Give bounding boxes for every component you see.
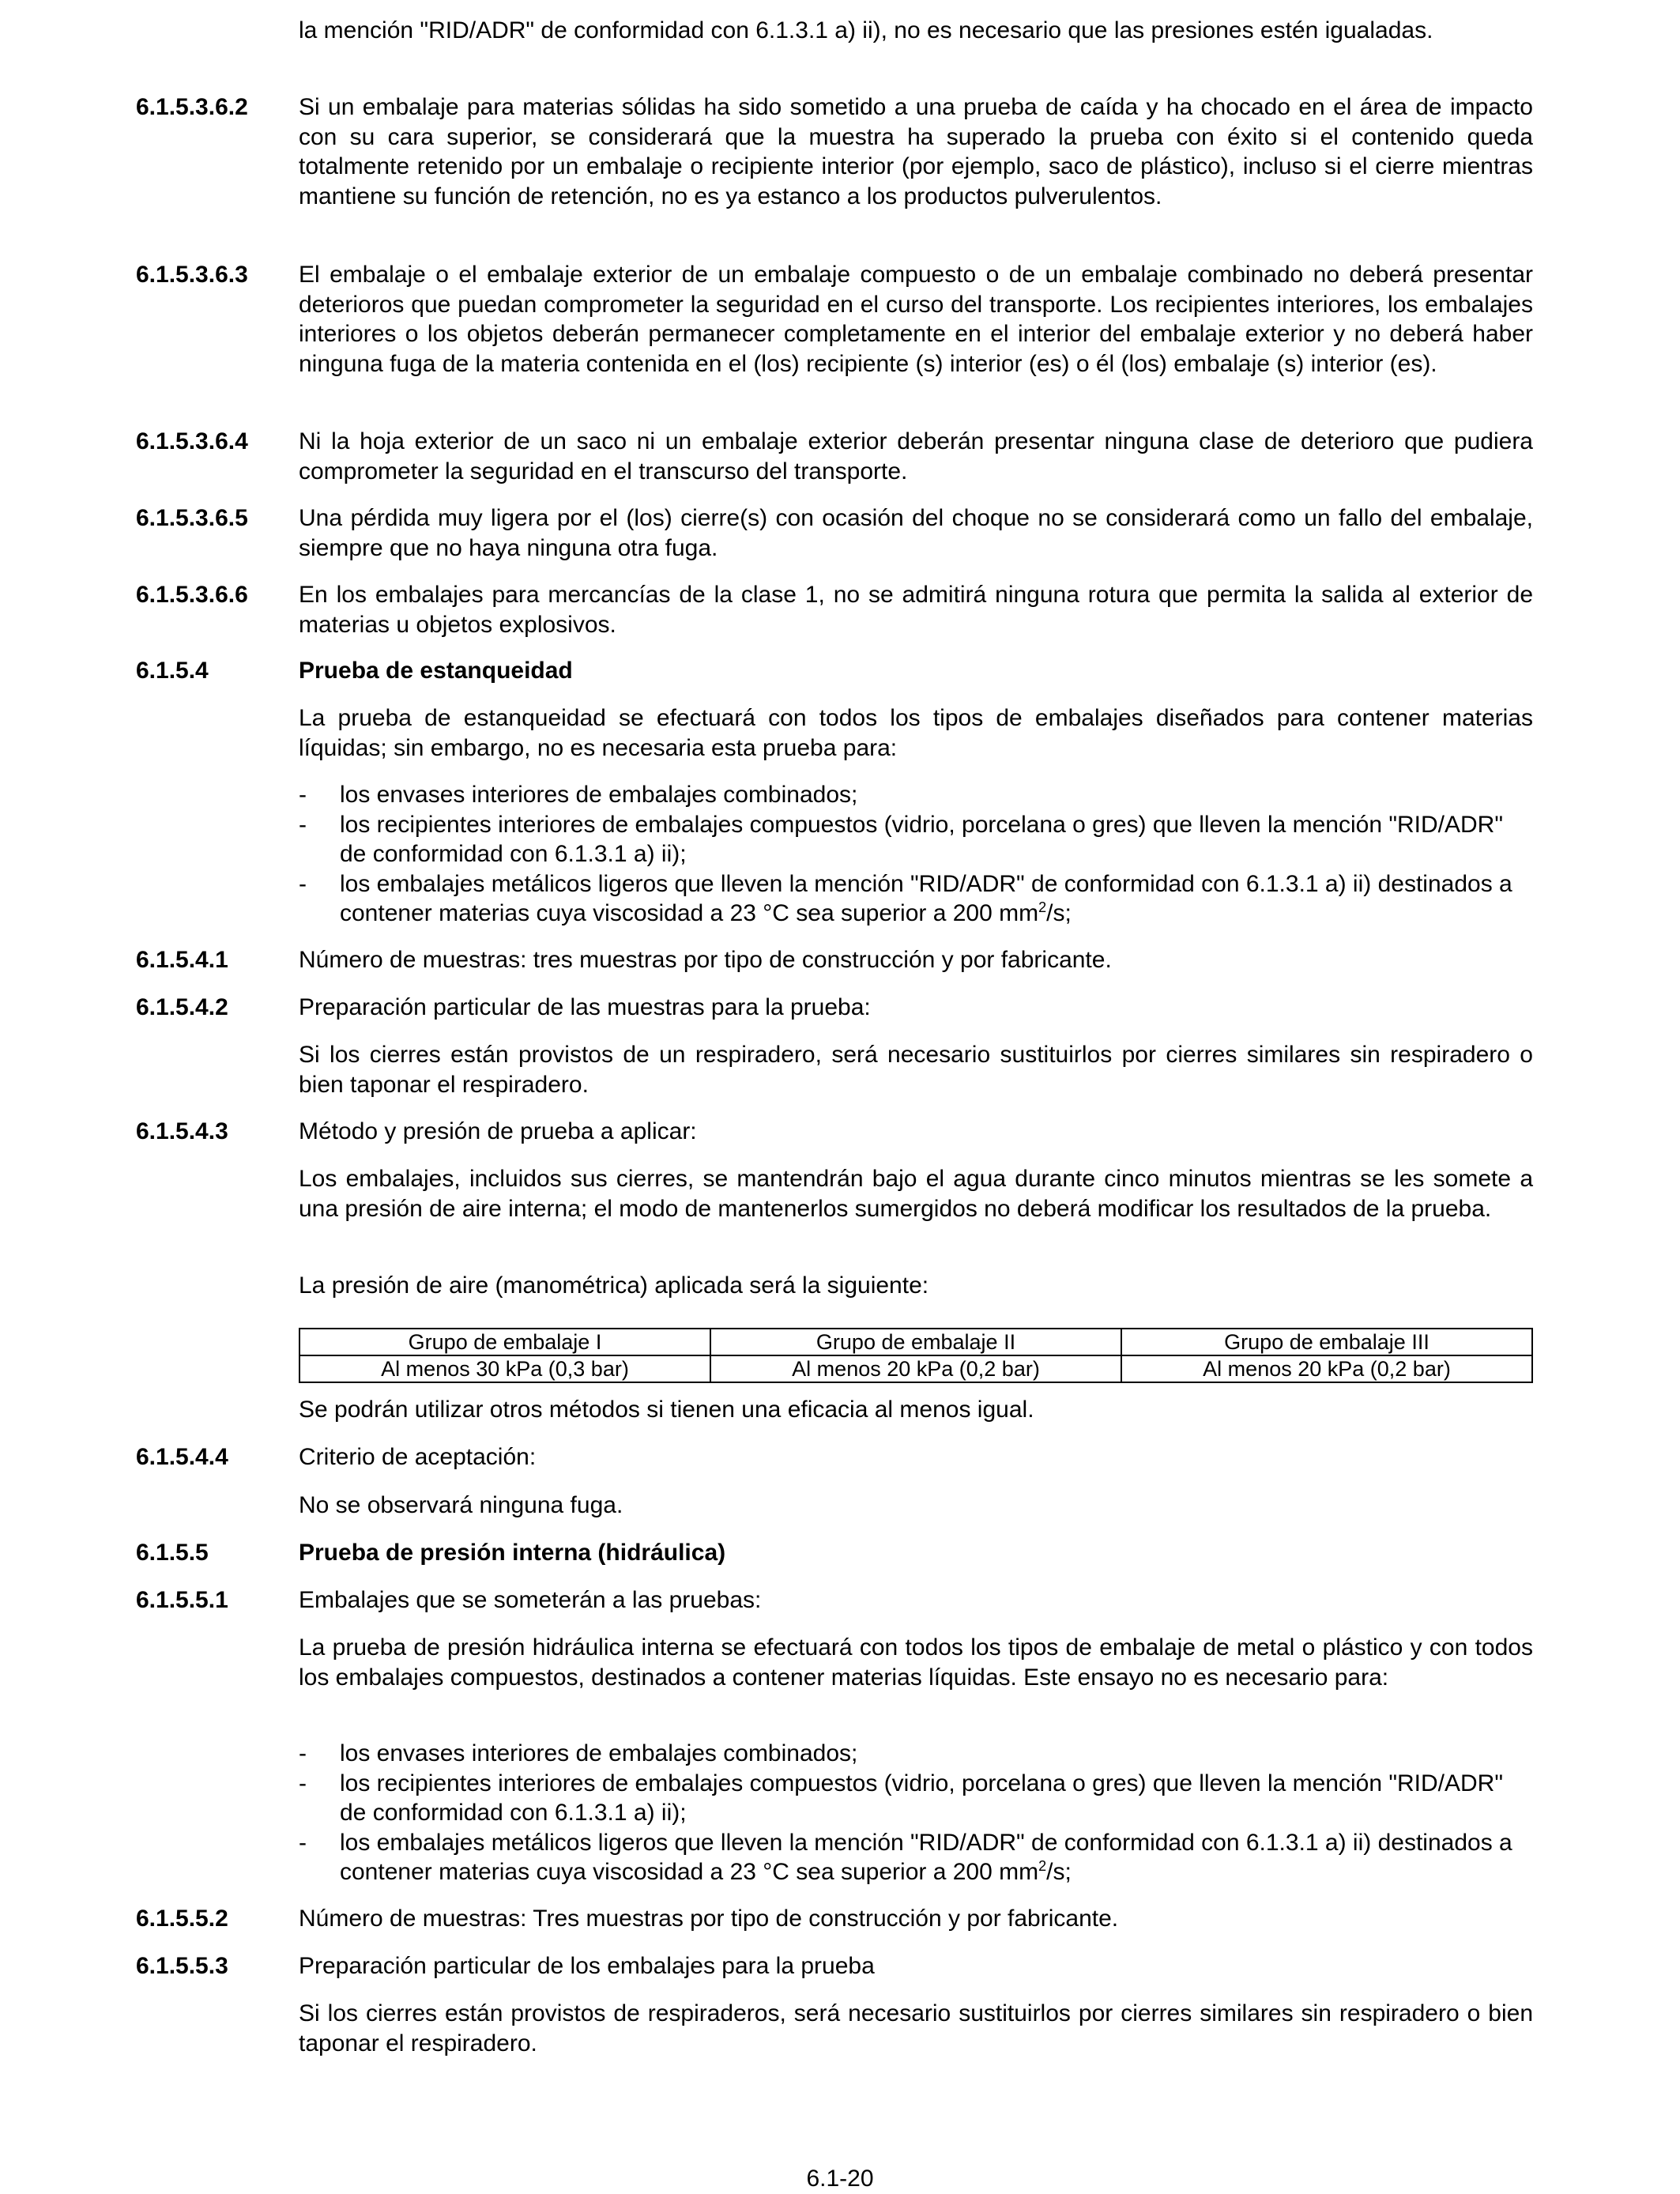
section-6-1-5-4-2 (136, 993, 1533, 1023)
list-item (299, 869, 1533, 929)
paragraph-text: La prueba de estanqueidad se efectuará con todos los tipos de embalajes diseñados para contener materias líquidas; sin embargo, no es necesaria esta prueba para: (299, 705, 1533, 761)
section-6-1-5-3-6-2 (136, 92, 1533, 211)
paragraph-text: El embalaje o el embalaje exterior de un embalaje compuesto o de un embalaje combinado no deberá presentar deterioros que puedan comprometer la seguridad en el curso del transporte. Los recipientes interiores, los embalajes interiores o los objetos deberán permanecer completamente en el interior del embalaje exterior y no deberá haber ninguna fuga de la materia contenida en el (los) recipiente (s) interior (es) o él (los) embalaje (s) interior (es). (299, 262, 1533, 377)
section-number: 6.1.5.3.6.2 (136, 94, 248, 120)
section-6-1-5-4-3 (136, 1117, 1533, 1147)
paragraph-text: Si un embalaje para materias sólidas ha sido sometido a una prueba de caída y ha chocado en el área de impacto con su cara superior, se considerará que la muestra ha superado la prueba con éxito si el contenido queda totalmente retenido por un embalaje o recipiente interior (por ejemplo, saco de plástico), incluso si el cierre mientras mantiene su función de retención, no es ya estanco a los productos pulverulentos. (299, 94, 1533, 209)
section-6-1-5-4-heading (136, 656, 1533, 686)
list-dash: - (299, 1740, 307, 1766)
section-heading: Prueba de estanqueidad (299, 658, 573, 684)
section-number-empty (136, 1040, 299, 1099)
section-6-1-5-4-1 (136, 945, 1533, 975)
paragraph-text: Una pérdida muy ligera por el (los) cierre(s) con ocasión del choque no se considerará como un fallo del embalaje, siempre que no haya ninguna otra fuga. (299, 505, 1533, 561)
list-item-text-tail: /s; (1046, 1859, 1072, 1885)
table-header-row (299, 1329, 1532, 1355)
section-number-empty (136, 1633, 299, 1692)
paragraph-presion-hidraulica (136, 1633, 1533, 1692)
pressure-table (299, 1328, 1533, 1383)
paragraph-text: Los embalajes, incluidos sus cierres, se mantendrán bajo el agua durante cinco minutos mientras se les somete a una presión de aire interna; el modo de mantenerlos sumergidos no deberá modificar los resultados de la prueba. (299, 1166, 1533, 1222)
section-heading: Prueba de presión interna (hidráulica) (299, 1540, 726, 1566)
paragraph-text: Número de muestras: tres muestras por tipo de construcción y por fabricante. (299, 947, 1112, 973)
section-6-1-5-3-6-3 (136, 260, 1533, 379)
list-item (299, 1828, 1533, 1887)
paragraph-respiraderos (136, 1999, 1533, 2058)
section-6-1-5-3-6-4 (136, 427, 1533, 486)
list-item-text-tail: /s; (1046, 900, 1072, 926)
section-number: 6.1.5.3.6.5 (136, 505, 248, 531)
table-header-cell: Grupo de embalaje II (710, 1329, 1121, 1355)
section-6-1-5-4-4 (136, 1442, 1533, 1472)
paragraph-respiradero (136, 1040, 1533, 1099)
superscript: 2 (1038, 1858, 1047, 1874)
section-number: 6.1.5.4.4 (136, 1444, 228, 1470)
section-6-1-5-5-heading (136, 1538, 1533, 1568)
section-number: 6.1.5.3.6.4 (136, 428, 248, 454)
paragraph-estanqueidad-intro (136, 703, 1533, 763)
section-number: 6.1.5.5.3 (136, 1953, 228, 1979)
list-item-text (340, 1828, 1533, 1887)
paragraph-text: No se observará ninguna fuga. (299, 1492, 623, 1518)
section-number: 6.1.5.5 (136, 1540, 209, 1566)
paragraph-text: La presión de aire (manométrica) aplicada será la siguiente: (299, 1272, 929, 1299)
intro-paragraph (136, 16, 1533, 46)
list-dash: - (299, 782, 307, 808)
paragraph-text: Si los cierres están provistos de un respiradero, será necesario sustituirlos por cierres similares sin respiradero o bien taponar el respiradero. (299, 1042, 1533, 1098)
section-number-empty (136, 1999, 299, 2058)
paragraph-text: Se podrán utilizar otros métodos si tienen una eficacia al menos igual. (299, 1397, 1034, 1423)
table-cell: Al menos 20 kPa (0,2 bar) (710, 1355, 1121, 1382)
list-item-text: los recipientes interiores de embalajes compuestos (vidrio, porcelana o gres) que lleven la mención "RID/ADR" de conformidad con 6.1.3.1 a) ii); (340, 1770, 1503, 1826)
section-number: 6.1.5.3.6.3 (136, 262, 248, 288)
list-item-text-main: los embalajes metálicos ligeros que lleven la mención "RID/ADR" de conformidad con 6.1.3.1 a) ii) destinados a contener materias cuya viscosidad a 23 °C sea superior a 200 mm (340, 870, 1512, 926)
paragraph-text: Método y presión de prueba a aplicar: (299, 1118, 697, 1144)
section-number: 6.1.5.5.2 (136, 1906, 228, 1932)
list-dash: - (299, 870, 307, 897)
list-item (299, 1769, 1533, 1828)
paragraph-text: Ni la hoja exterior de un saco ni un embalaje exterior deberán presentar ninguna clase de deterioro que pudiera comprometer la seguridad en el transcurso del transporte. (299, 428, 1533, 484)
list-item (299, 1739, 1533, 1769)
paragraph-text: la mención "RID/ADR" de conformidad con 6.1.3.1 a) ii), no es necesario que las presiones estén igualadas. (299, 17, 1433, 43)
section-number: 6.1.5.4.1 (136, 947, 228, 973)
section-number-empty (136, 703, 299, 763)
list-item-text-main: los embalajes metálicos ligeros que lleven la mención "RID/ADR" de conformidad con 6.1.3.1 a) ii) destinados a contener materias cuya viscosidad a 23 °C sea superior a 200 mm (340, 1829, 1512, 1885)
section-number: 6.1.5.5.1 (136, 1587, 228, 1613)
section-number-empty (136, 1395, 299, 1425)
section-number-empty (136, 1164, 299, 1223)
paragraph-text: Número de muestras: Tres muestras por tipo de construcción y por fabricante. (299, 1906, 1119, 1932)
list-item-text (340, 869, 1533, 929)
paragraph-text: Si los cierres están provistos de respiraderos, será necesario sustituirlos por cierres similares sin respiradero o bien taponar el respiradero. (299, 2000, 1533, 2056)
paragraph-text: La prueba de presión hidráulica interna se efectuará con todos los tipos de embalaje de metal o plástico y con todos los embalajes compuestos, destinados a contener materias líquidas. Este ensayo no es necesario para: (299, 1634, 1533, 1691)
paragraph-no-fuga (136, 1491, 1533, 1521)
section-6-1-5-5-1 (136, 1585, 1533, 1615)
list-dash: - (299, 1829, 307, 1856)
list-item-text: los envases interiores de embalajes combinados; (340, 1740, 858, 1766)
exemption-list-2 (299, 1739, 1533, 1887)
section-6-1-5-5-2 (136, 1904, 1533, 1934)
table-row (299, 1355, 1532, 1382)
section-number: 6.1.5.4.2 (136, 994, 228, 1020)
list-item-text: los recipientes interiores de embalajes compuestos (vidrio, porcelana o gres) que lleven la mención "RID/ADR" de conformidad con 6.1.3.1 a) ii); (340, 811, 1503, 867)
list-item (299, 810, 1533, 869)
section-6-1-5-3-6-5 (136, 503, 1533, 563)
list-item (299, 780, 1533, 810)
page-number: 6.1-20 (806, 2166, 874, 2192)
paragraph-text: Criterio de aceptación: (299, 1444, 537, 1470)
paragraph-text: Embalajes que se someterán a las pruebas: (299, 1587, 762, 1613)
paragraph-text: Preparación particular de las muestras para la prueba: (299, 994, 871, 1020)
exemption-list-1 (299, 780, 1533, 929)
list-dash: - (299, 1770, 307, 1796)
table-header-cell: Grupo de embalaje III (1121, 1329, 1532, 1355)
section-number: 6.1.5.3.6.6 (136, 582, 248, 608)
section-number: 6.1.5.4.3 (136, 1118, 228, 1144)
section-6-1-5-5-3 (136, 1951, 1533, 1981)
paragraph-text: En los embalajes para mercancías de la clase 1, no se admitirá ninguna rotura que permita la salida al exterior de materias u objetos explosivos. (299, 582, 1533, 638)
paragraph-presion-aire (136, 1271, 1533, 1301)
paragraph-metodo (136, 1164, 1533, 1223)
section-number: 6.1.5.4 (136, 658, 209, 684)
section-number-empty (136, 1271, 299, 1301)
superscript: 2 (1038, 899, 1047, 915)
table-cell: Al menos 30 kPa (0,3 bar) (299, 1355, 710, 1382)
table-header-cell: Grupo de embalaje I (299, 1329, 710, 1355)
paragraph-text: Preparación particular de los embalajes para la prueba (299, 1953, 875, 1979)
list-dash: - (299, 811, 307, 838)
section-number-empty (136, 1491, 299, 1521)
list-item-text: los envases interiores de embalajes combinados; (340, 782, 858, 808)
section-number (136, 16, 299, 46)
section-6-1-5-3-6-6 (136, 580, 1533, 639)
table-cell: Al menos 20 kPa (0,2 bar) (1121, 1355, 1532, 1382)
paragraph-otros-metodos (136, 1395, 1533, 1425)
